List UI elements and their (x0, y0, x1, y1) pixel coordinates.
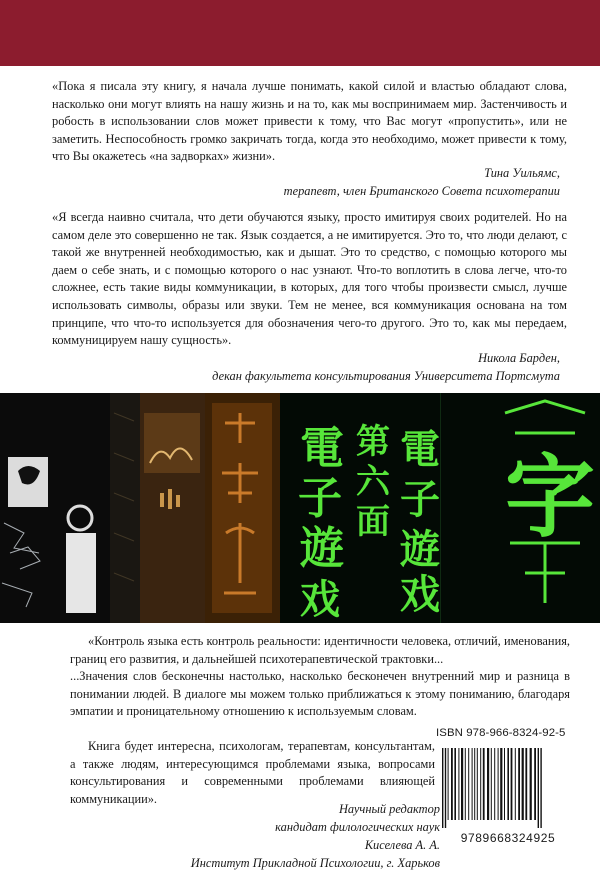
barcode-bar (494, 748, 495, 820)
glyph-11: 戏 (400, 572, 440, 618)
quote-text: «Пока я писала эту книгу, я начала лучше понимать, какой силой и властью обладают слова, насколько они могут влиять на нашу жизнь и на то, как мы воспринимаем мир. Застенчивость и робость в использовании слов может привести к тому, что Вас могут «пропустить», или не заметить. Неспособность громко закричать тогда, когда это необходимо, может привести к тому, что Вы окажетесь «на задворках» жизни». (52, 79, 567, 164)
barcode-bar (480, 748, 481, 820)
barcode-bar (468, 748, 469, 820)
barcode-bar (522, 748, 524, 820)
barcode-bar (525, 748, 527, 820)
barcode-guard-bar (445, 748, 446, 828)
barcode-guard-bar (538, 748, 539, 828)
quote-text: «Контроль языка есть контроль реальности: идентичности человека, отличий, именования, границ его развития, и дальнейшей психотерапевтической трактовки... (70, 634, 570, 666)
glyph-1: 電 (300, 423, 344, 474)
glyph-10: 遊 (400, 527, 440, 573)
barcode-bar (511, 748, 513, 820)
quote-tina-williams (52, 78, 567, 166)
book-blurb (70, 738, 435, 808)
barcode-guard-bar (540, 748, 541, 828)
barcode-number: 9789668324925 (460, 831, 556, 845)
white-figure (66, 533, 96, 613)
author-name: Тина Уильямс, (484, 166, 560, 180)
barcode-bar (507, 748, 509, 820)
glyph-5: 第 (356, 422, 390, 462)
quote-language-control (70, 633, 570, 721)
barcode-bar (454, 748, 456, 820)
glyph-9: 子 (400, 477, 440, 523)
barcode-bar (500, 748, 502, 820)
credit-editor-name: Киселева А. А. (364, 838, 440, 852)
top-color-band (0, 0, 600, 66)
quote-nicola-barden (52, 209, 567, 350)
barcode-bar (487, 748, 489, 820)
glyph-8: 電 (400, 427, 440, 473)
barcode-bar (483, 748, 485, 820)
barcode-bar (461, 748, 463, 820)
cover-art-strip (0, 393, 600, 623)
barcode-bar (530, 748, 532, 820)
author-name: Никола Барден, (478, 351, 560, 365)
credit-editor-degree: кандидат филологических наук (275, 820, 440, 834)
barcode-bar (504, 748, 505, 820)
barcode-bars (436, 748, 580, 828)
glyph-2: 子 (298, 473, 342, 524)
glyph-big: 字 (505, 445, 595, 550)
quote-text-continued: ...Значения слов бесконечны настолько, насколько бесконечен внутренний мир и разница в понимании людей. В диалоге мы можем только приближаться к этому пониманию, благодаря эмпатии и проницательному отношению к используемым словам. (70, 669, 570, 719)
barcode-bar (448, 748, 449, 820)
barcode-bar (534, 748, 536, 820)
attribution-nicola-barden (212, 350, 560, 385)
barcode-guard-bar (442, 748, 443, 828)
author-role: терапевт, член Британского Совета психотерапии (283, 183, 560, 198)
panel-pattern (110, 393, 140, 623)
barcode-bar (472, 748, 473, 820)
calligraphy-artwork (0, 393, 600, 623)
quote-text: «Я всегда наивно считала, что дети обучаются языку, просто имитируя своих родителей. Но на самом деле это совершенно не так. Язык создается, а не имитируется. Это то, что люди делают, с такой же внутренней необходимостью, как и дышат. Это то средство, с помощью которого мы даем о себе знать, и с помощью которого о нас узнают. Что-то воплотить в слова легче, что-то сложнее, есть такие виды коммуникации, в которых, для того чтобы произвести смысл, лучше использовать символы, образы или звуки. Тем не менее, вся коммуникация основана на том принципе, что что-то используется для обозначения чего-то другого. Это то, как мы передаем, коммуницируем нашу сущность». (52, 210, 567, 348)
glyph-7: 面 (356, 502, 390, 542)
credit-editor-title: Научный редактор (338, 802, 440, 816)
glyph-4: 戏 (300, 577, 340, 623)
blurb-text: Книга будет интересна, психологам, терапевтам, консультантам, а также людям, интересующимся проблемами языка, вопросами консультирования и современными проблемами влияющей коммуникации». (70, 739, 435, 806)
barcode-bar (518, 748, 520, 820)
glyph-6: 六 (356, 462, 390, 502)
barcode-bar (491, 748, 492, 820)
barcode-bar (477, 748, 478, 820)
barcode-bar (465, 748, 466, 820)
barcode-bar (458, 748, 459, 820)
barcode-bar (515, 748, 516, 820)
credit-institute: Институт Прикладной Психологии, г. Харьков (190, 856, 440, 870)
barcode-bar (474, 748, 475, 820)
author-role: декан факультета консультирования Университета Портсмута (212, 368, 560, 383)
isbn-label: ISBN 978-966-8324-92-5 (436, 727, 566, 739)
glyph-3: 遊 (300, 523, 344, 574)
barcode-bar (498, 748, 499, 820)
barcode-bar (451, 748, 453, 820)
attribution-tina-williams (284, 165, 560, 200)
